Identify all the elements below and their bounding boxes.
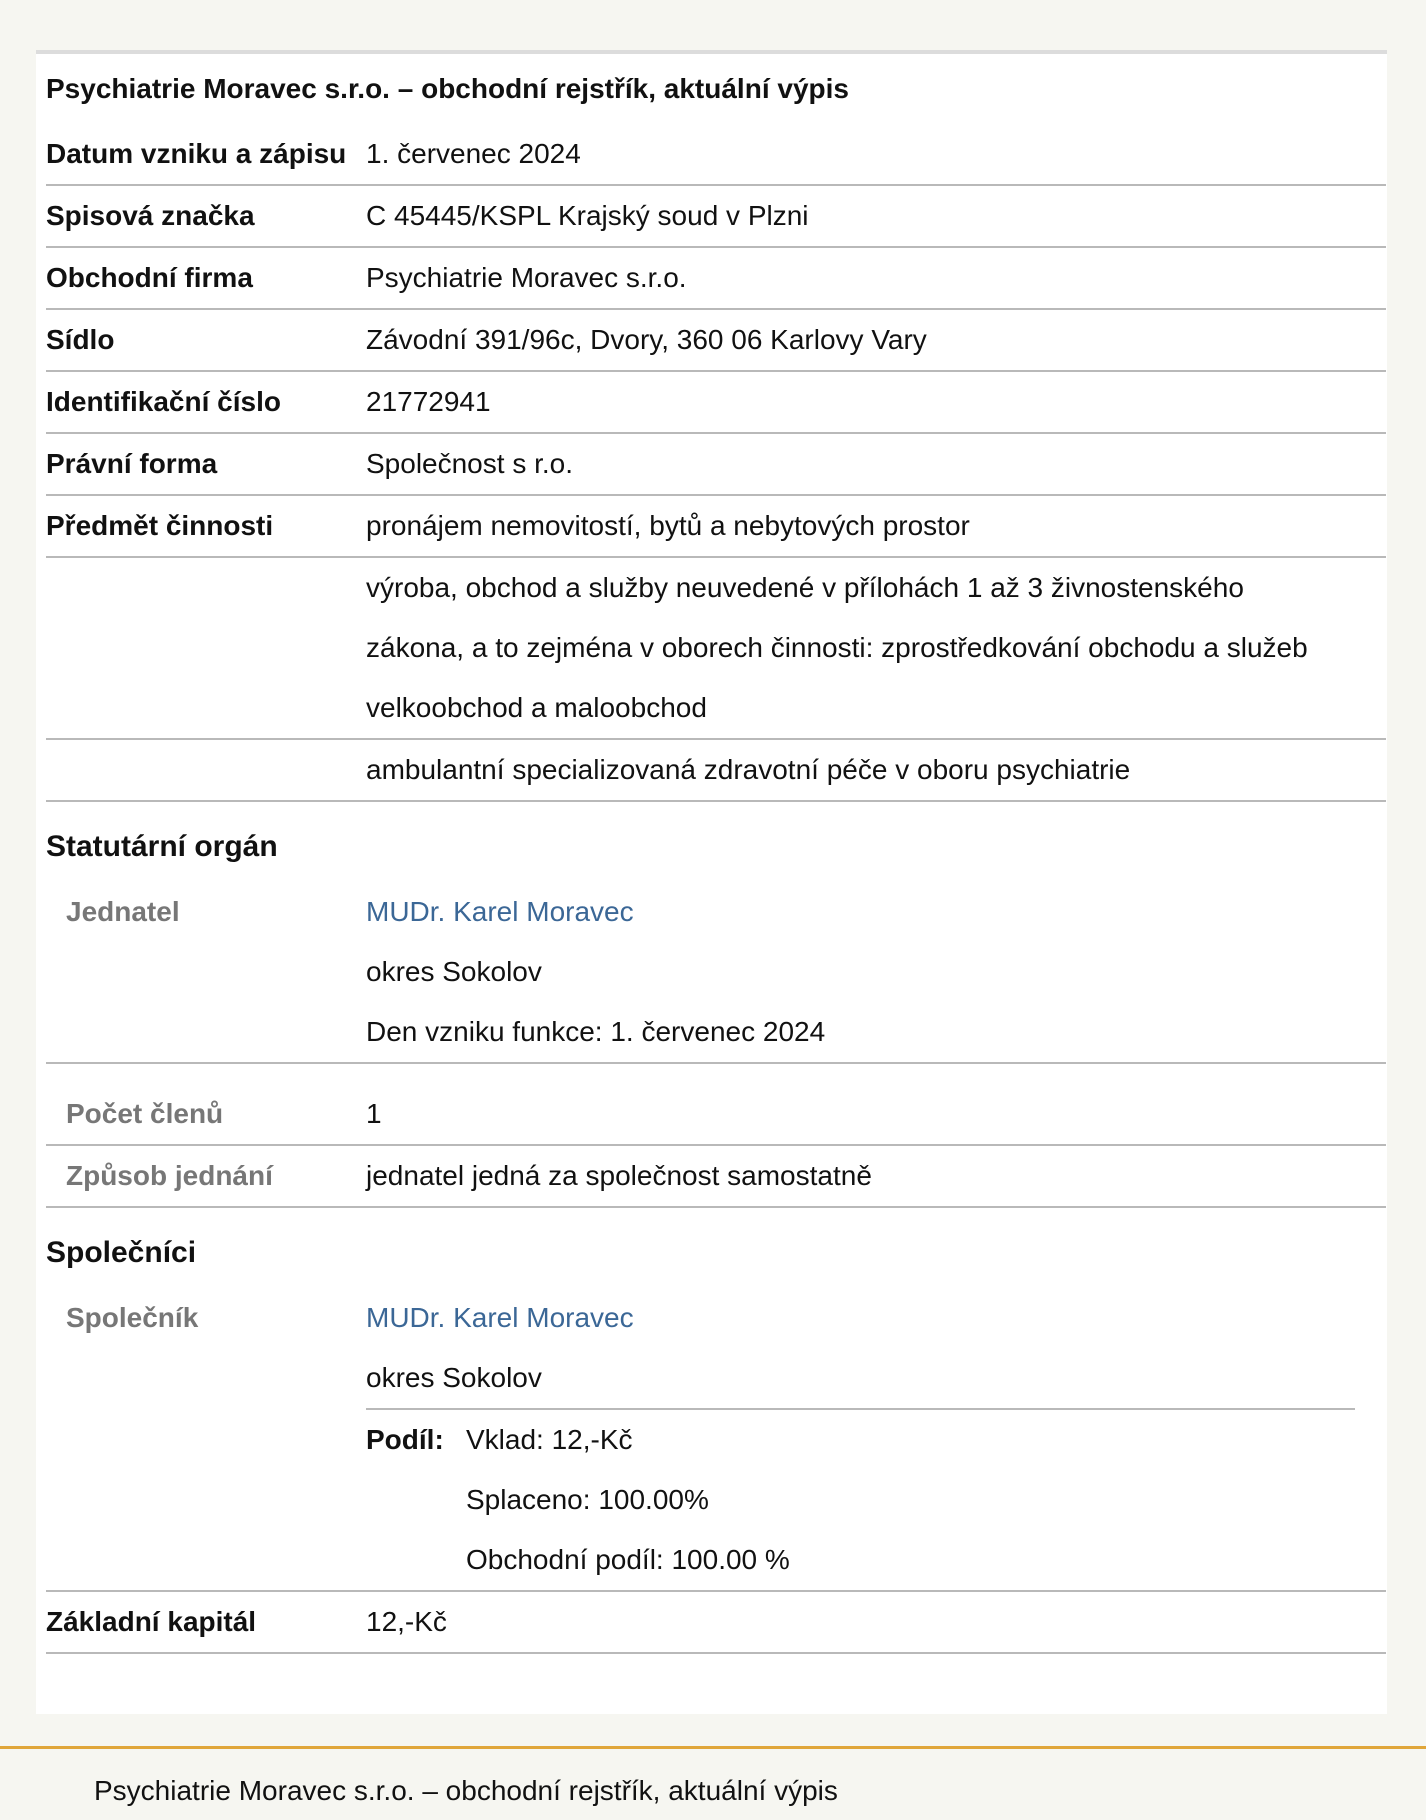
seat-value: Závodní 391/96c, Dvory, 360 06 Karlovy Vary [366,324,927,355]
director-label: Jednatel [66,896,180,927]
members-label: Počet členů [66,1098,224,1129]
register-extract-card [36,50,1387,1714]
row-date [46,124,1386,186]
row-legal-form [46,434,1386,496]
activity-label: Předmět činnosti [46,510,274,541]
row-firm [46,248,1386,310]
id-label: Identifikační číslo [46,386,281,417]
share-deposit: Vklad: 12,-Kč [466,1424,633,1455]
date-label: Datum vzniku a zápisu [46,138,347,169]
activity-value [366,558,1386,738]
share-business: Obchodní podíl: 100.00 % [466,1544,790,1575]
row-activity-1 [46,496,1386,558]
acting-label: Způsob jednání [66,1160,273,1191]
acting-value: jednatel jedná za společnost samostatně [366,1160,872,1191]
activity-value: ambulantní specializovaná zdravotní péče v oboru psychiatrie [366,754,1131,785]
file-number-label: Spisová značka [46,200,255,231]
members-value: 1 [366,1098,382,1129]
partner-name-link[interactable]: MUDr. Karel Moravec [366,1302,634,1333]
row-file-number [46,186,1386,248]
statutory-section-title: Statutární orgán [46,830,278,863]
activity-label-empty [46,740,366,800]
share-paid: Splaceno: 100.00% [466,1484,709,1515]
director-name-link[interactable]: MUDr. Karel Moravec [366,896,634,927]
register-extract-content [46,54,1386,1654]
row-acting [46,1146,1386,1208]
file-number-value: C 45445/KSPL Krajský soud v Plzni [366,200,809,231]
capital-label: Základní kapitál [46,1606,257,1637]
row-capital [46,1592,1386,1654]
footer-bar [0,1746,1426,1820]
share-label: Podíl: [366,1424,444,1455]
partner-label: Společník [66,1302,199,1333]
legal-form-value: Společnost s r.o. [366,448,574,479]
activity-value: pronájem nemovitostí, bytů a nebytových prostor [366,510,970,541]
director-district: okres Sokolov [366,956,542,987]
activity-line: velkoobchod a maloobchod [366,692,707,723]
seat-label: Sídlo [46,324,115,355]
share-block [366,1408,1355,1590]
capital-value: 12,-Kč [366,1606,447,1637]
director-since: Den vzniku funkce: 1. červenec 2024 [366,1016,826,1047]
footer-title: Psychiatrie Moravec s.r.o. – obchodní rejstřík, aktuální výpis [94,1775,838,1806]
partner-district: okres Sokolov [366,1362,542,1393]
partner-value [366,1288,1386,1590]
id-value: 21772941 [366,386,491,417]
row-members [46,1084,1386,1146]
activity-line: výroba, obchod a služby neuvedené v přílohách 1 až 3 živnostenského [366,572,1244,603]
director-value [366,882,1386,1062]
partners-section-title: Společníci [46,1236,197,1269]
share-values [466,1410,1355,1590]
row-activity-2 [46,558,1386,740]
activity-label-empty [46,558,366,738]
date-value: 1. červenec 2024 [366,138,581,169]
firm-label: Obchodní firma [46,262,253,293]
row-id [46,372,1386,434]
document-title: Psychiatrie Moravec s.r.o. – obchodní rejstřík, aktuální výpis [46,73,849,104]
activity-line: zákona, a to zejména v oborech činnosti: zprostředkování obchodu a služeb [366,632,1308,663]
row-seat [46,310,1386,372]
legal-form-label: Právní forma [46,448,218,479]
row-partner [46,1288,1386,1592]
row-director [46,882,1386,1064]
firm-value: Psychiatrie Moravec s.r.o. [366,262,687,293]
row-activity-3 [46,740,1386,802]
